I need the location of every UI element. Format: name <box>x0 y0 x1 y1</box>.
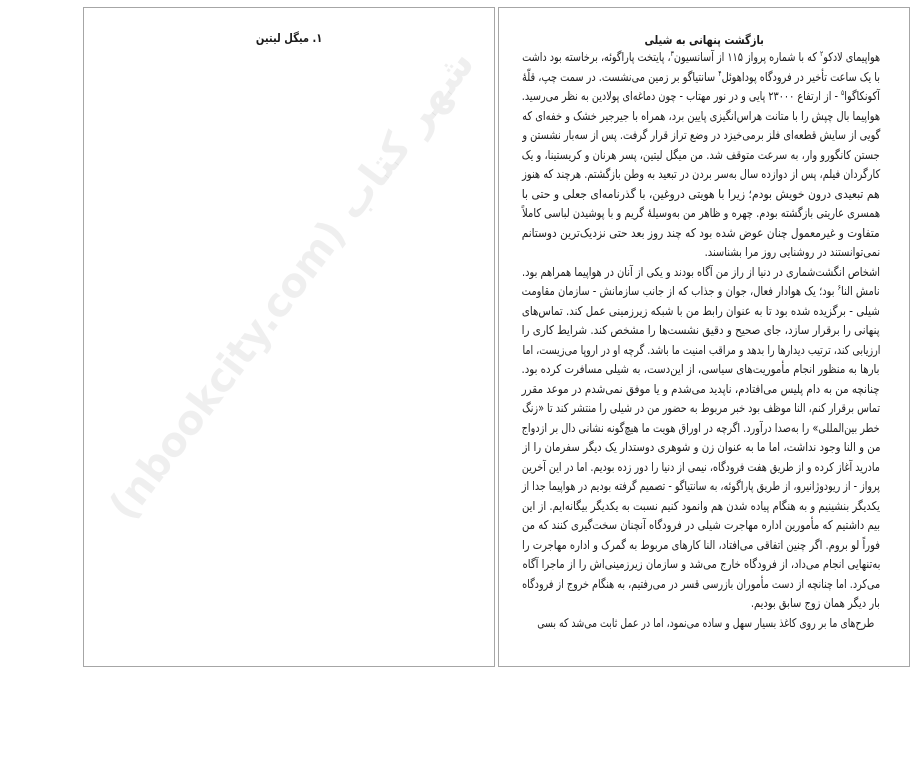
text-line <box>522 263 880 283</box>
text-segment: آکونکاگوا <box>844 89 880 103</box>
text-segment: ، پایتخت پاراگوئه، برخاسته بود داشت <box>522 50 671 64</box>
text-line <box>522 107 880 127</box>
footnote-mark: ۲ <box>819 49 824 58</box>
footnote-mark: ۳ <box>670 49 674 58</box>
text-line <box>522 146 880 166</box>
text-segment: بود؛ یک هوادار فعال، جوان و جذاب که از جانب سازمانش - سازمان مقاومت <box>522 284 839 298</box>
line-text <box>522 68 880 88</box>
text-line <box>522 282 880 302</box>
line-text: کارگردان فیلم، پس از دوازده سال به‌سر بردن در تبعید به وطن بازگشتم. هرچند که هنوز <box>522 167 880 181</box>
line-text: جستن کانگورو وار، به سرعت متوقف شد. من میگل لیتین، پسر هرنان و کریستینا، و یک <box>522 147 880 162</box>
text-segment: نامش النا <box>841 284 880 298</box>
chapter-header <box>84 30 494 46</box>
line-text: تماس برقرار کنم، النا موظف بود خبر مربوط به حضور من در شیلی را منتشر کند تا «زنگ <box>522 401 880 415</box>
text-line <box>522 419 880 439</box>
line-text: بیم داشتیم که مأمورین اداره مهاجرت شیلی در فرودگاه آنچنان سخت‌گیری کنند که من <box>522 518 880 532</box>
chapter-title-text: بازگشت پنهانی به شیلی <box>644 33 764 47</box>
text-line <box>522 185 880 205</box>
chapter-header-text: ۱. میگل لیتین <box>255 31 323 45</box>
text-segment: سانتیاگو بر زمین می‌نشست. در سمت چپ، قلّهٔ <box>522 69 719 84</box>
text-segment: هواپیمای لادکو <box>823 50 880 64</box>
text-line <box>522 224 880 244</box>
line-text: مادرید آغاز کرده و از طریق هفت فرودگاه، نیمی از دنیا را دور زده بودیم. اما در این آخرین <box>522 459 880 474</box>
line-text: شیلی - برگزیده شده بود تا به عنوان رابط من با شبکه زیرزمینی عمل کند. تماس‌های <box>522 303 880 318</box>
text-line <box>522 165 880 185</box>
chapter-title <box>499 32 909 48</box>
text-line <box>522 380 880 400</box>
text-line <box>522 575 880 595</box>
line-text <box>522 282 880 302</box>
line-text: گویی از سایش قطعه‌ای فلز برمی‌خیزد در وضع تراز قرار گرفت. پس از سه‌بار نشستن و <box>522 128 880 142</box>
line-text: به‌تنهایی انجام می‌داد، از فرودگاه خارج می‌شد و سازمان زیرزمینی‌اش را از ماجرا آگاه <box>522 557 880 571</box>
footnote-mark: ۶ <box>838 283 842 292</box>
text-line <box>522 516 880 536</box>
footnote-mark: ۴ <box>718 68 722 78</box>
line-text: فوراً لو بروم. اگر چنین اتفاقی می‌افتاد، النا کارهای مربوط به گمرک و اداره مهاجرت را <box>522 537 880 552</box>
line-text: همسری عاریتی بازگشته بودم. چهره و ظاهر من به‌وسیلهٔ گریم و با پوشیدن لباسی کاملاً <box>522 206 880 220</box>
text-line <box>522 438 880 458</box>
line-text: یکدیگر بنشینیم و به هنگام پیاده شدن هم وانمود کنیم نسبت به یکدیگر بیگانه‌ایم. از این <box>522 498 880 513</box>
text-line <box>522 87 880 107</box>
line-text: می‌کرد. اما چنانچه از دست مأموران بازرسی قسر در می‌رفتیم، به هنگام خروج از فرودگاه <box>522 576 880 591</box>
line-text: پرواز - از ریودوژانیرو، از طریق پاراگوئه، به سانتیاگو - تصمیم گرفته بودیم در هواپیما جدا از <box>522 479 880 493</box>
text-line <box>522 48 880 68</box>
line-text: طرح‌های ما بر روی کاغذ بسیار سهل و ساده می‌نمود، اما در عمل ثابت می‌شد که بسی <box>537 615 874 630</box>
left-page <box>83 7 495 667</box>
footnote-mark: ۵ <box>841 88 845 97</box>
line-text: خطر بین‌المللی» را به‌صدا درآورد. اگرچه در اوراق هویت ما هیچ‌گونه نشانی دال بر ازدواج <box>522 420 880 435</box>
body-text <box>522 48 880 633</box>
line-text: هواپیما بال چپش را با متانت هراس‌انگیزی پایین برد، همراه با جیرجیر خشک و خفه‌ای که <box>522 108 880 123</box>
text-line <box>522 536 880 556</box>
text-line <box>522 243 880 263</box>
text-line <box>522 614 880 634</box>
line-text: بار دیگر همان زوج سابق بودیم. <box>750 596 880 610</box>
text-segment: - از ارتفاع ۲۳۰۰۰ پایی و در نور مهتاب - چون دماغه‌ای پولادین به نظر می‌رسید. <box>522 89 842 103</box>
line-text: هم تبعیدی درون خویش بودم؛ زیرا با هویتی دروغین، با گذرنامه‌ای جعلی و حتی با <box>522 186 880 201</box>
text-line <box>522 341 880 361</box>
text-line <box>522 302 880 322</box>
line-text: ارزیابی کند، ترتیب دیدارها را بدهد و مراقب امنیت ما باشد. گرچه او در اروپا می‌زیست، اما <box>522 342 880 357</box>
text-line <box>522 458 880 478</box>
text-line <box>522 594 880 614</box>
watermark: شهر کتاب (nbookcity.com) <box>100 41 484 529</box>
line-text: متفاوت و غیرمعمول چنان عوض شده بود که چند روز بعد حتی نزدیک‌ترین دوستانم <box>522 225 880 240</box>
line-text <box>522 87 880 107</box>
text-line <box>522 555 880 575</box>
line-text: چنانچه من به دام پلیس می‌افتادم، ناپدید می‌شدم و یا موفق نمی‌شدم در موعد مقرر <box>522 381 880 396</box>
line-text: پنهانی را برقرار سازد، جای صحیح و دقیق نشست‌ها را مشخص کند. شرایط کاری را <box>522 323 880 337</box>
text-line <box>522 321 880 341</box>
text-segment: با یک ساعت تأخیر در فرودگاه پوداهوئل <box>721 69 880 84</box>
text-line <box>522 497 880 517</box>
line-text: بارها به منظور انجام مأموریت‌های سیاسی، از این‌دست، به شیلی مسافرت کرده بود. <box>522 362 880 376</box>
text-line <box>522 204 880 224</box>
text-line <box>522 477 880 497</box>
line-text: من و النا وجود نداشت، اما ما به عنوان زن و شوهری دوستدار یک دیگر سفرمان را از <box>522 440 880 454</box>
text-line <box>522 126 880 146</box>
text-line <box>522 68 880 88</box>
text-line <box>522 360 880 380</box>
right-page <box>498 7 910 667</box>
text-segment: که با شماره پرواز ۱۱۵ از آسانسیون <box>673 50 820 64</box>
line-text: اشخاص انگشت‌شماری در دنیا از راز من آگاه بودند و یکی از آنان در هواپیما همراهم بود. <box>522 264 880 279</box>
line-text <box>522 48 880 68</box>
line-text: نمی‌توانستند در روشنایی روز مرا بشناسند. <box>704 245 880 259</box>
text-line <box>522 399 880 419</box>
